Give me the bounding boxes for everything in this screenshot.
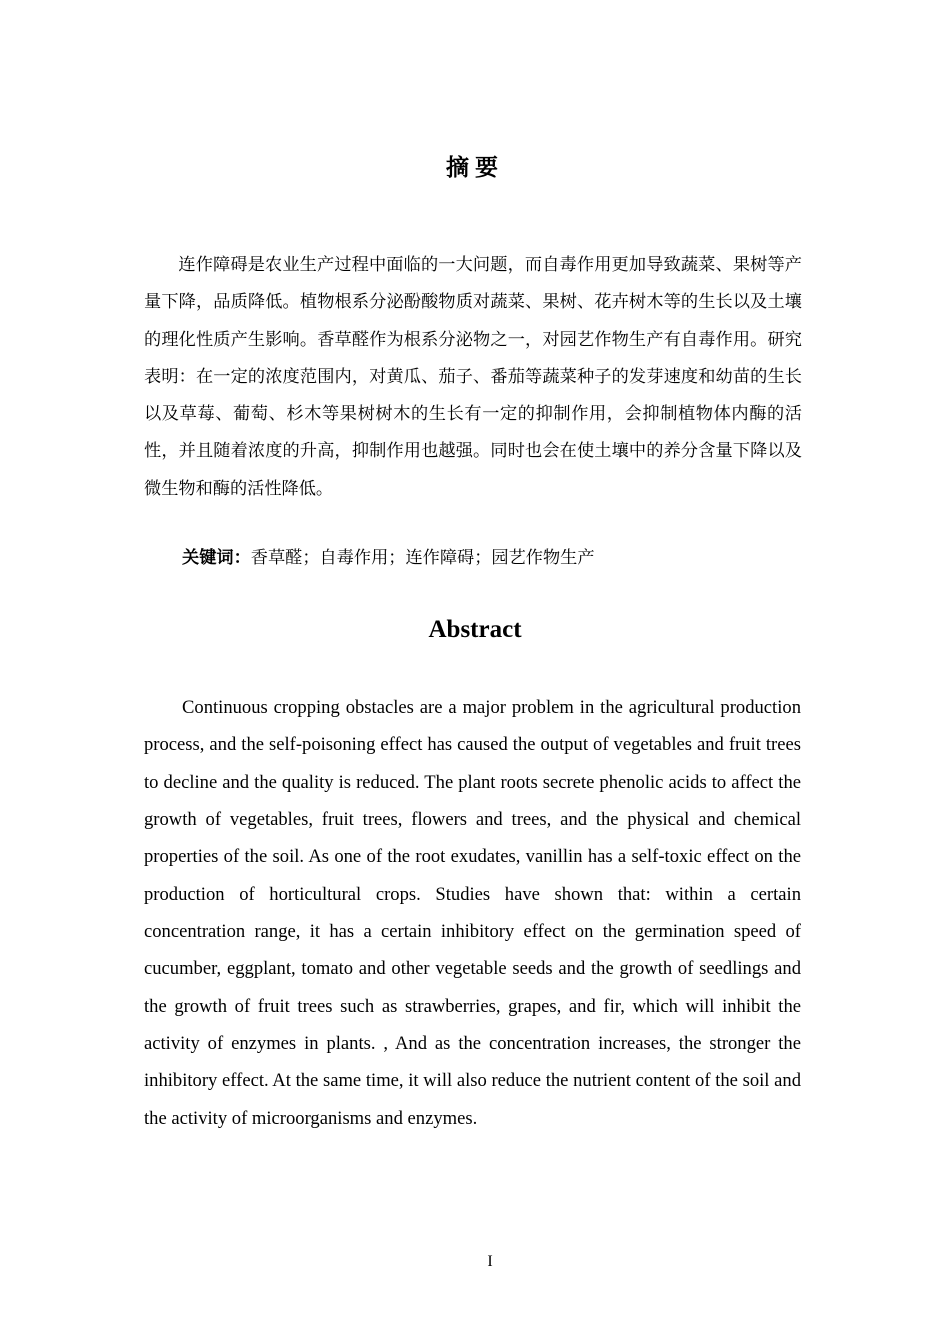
chinese-abstract-title: 摘要 xyxy=(446,155,504,181)
chinese-abstract-body: 连作障碍是农业生产过程中面临的一大问题，而自毒作用更加导致蔬菜、果树等产量下降，品质降低。植物根系分泌酚酸物质对蔬菜、果树、花卉树木等的生长以及土壤的理化性质产生影响。香草醛作为根系分泌物之一，对园艺作物生产有自毒作用。研究表明：在一定的浓度范围内，对黄瓜、茄子、番茄等蔬菜种子的发芽速度和幼苗的生长以及草莓、葡萄、杉木等果树树木的生长有一定的抑制作用，会抑制植物体内酶的活性，并且随着浓度的升高，抑制作用也越强。同时也会在使土壤中的养分含量下降以及微生物和酶的活性降低。 xyxy=(144,255,802,499)
keywords-line xyxy=(182,540,802,577)
keywords-text: 香草醛；自毒作用；连作障碍；园艺作物生产 xyxy=(250,548,595,568)
keywords-label: 关键词： xyxy=(182,548,251,568)
english-abstract-body: Continuous cropping obstacles are a major problem in the agricultural production process, and the self-poisoning effect has caused the output of vegetables and fruit trees to decline and the quality is reduced. The plant roots secrete phenolic acids to affect the growth of vegetables, fruit trees, flowers and trees, and the physical and chemical properties of the soil. As one of the root exudates, vanillin has a self-toxic effect on the production of horticultural crops. Studies have shown that: within a certain concentration range, it has a certain inhibitory effect on the germination speed of cucumber, eggplant, tomato and other vegetable seeds and the growth of seedlings and the growth of fruit trees such as strawberries, grapes, and fir, which will inhibit the activity of enzymes in plants. , And as the concentration increases, the stronger the inhibitory effect. At the same time, it will also reduce the nutrient content of the soil and the activity of microorganisms and enzymes. xyxy=(144,697,801,1129)
english-abstract-title: Abstract xyxy=(428,616,522,643)
page-number: I xyxy=(487,1253,493,1270)
